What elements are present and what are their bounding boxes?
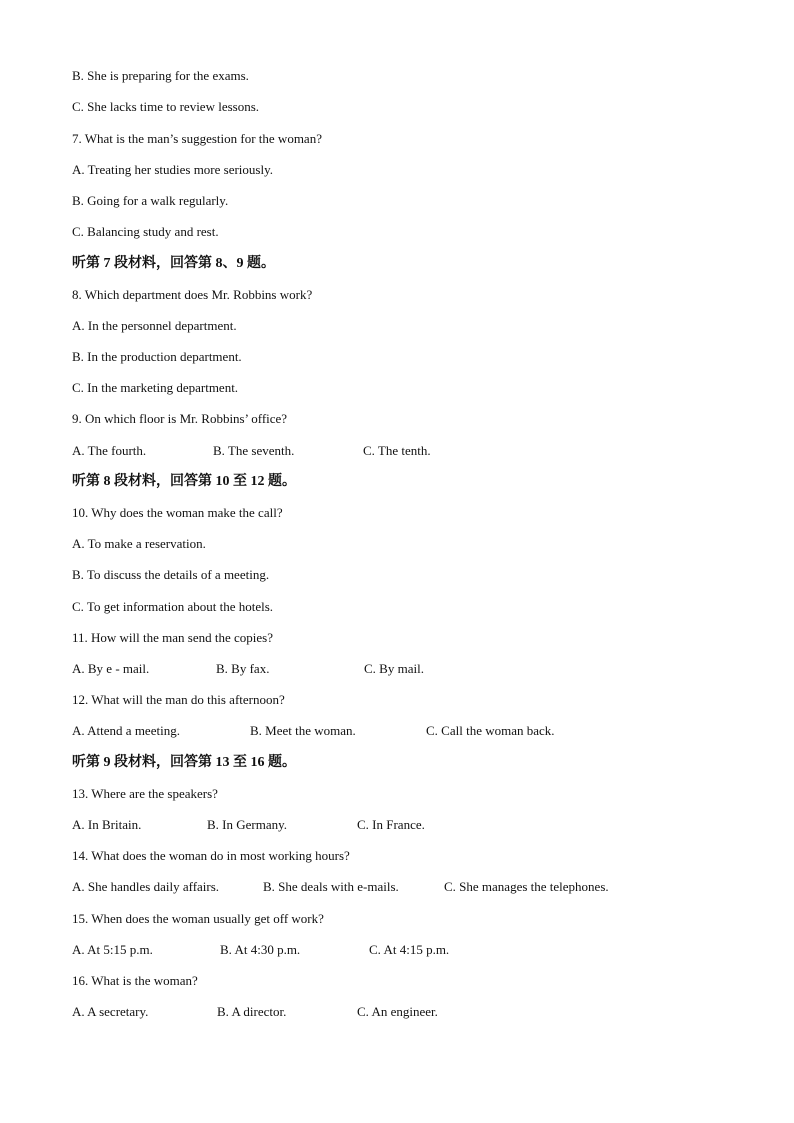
question-16: 16. What is the woman? xyxy=(72,973,198,988)
question-14: 14. What does the woman do in most working hours? xyxy=(72,848,350,863)
q10-option-b: B. To discuss the details of a meeting. xyxy=(72,567,270,582)
question-11: 11. How will the man send the copies? xyxy=(72,630,273,645)
q15-option-b: B. At 4:30 p.m. xyxy=(220,942,301,957)
q13-option-a: A. In Britain. xyxy=(72,817,142,832)
q12-option-a: A. Attend a meeting. xyxy=(72,723,180,738)
q14-option-a: A. She handles daily affairs. xyxy=(72,879,220,894)
q9-options-row xyxy=(72,443,722,459)
q12-option-c: C. Call the woman back. xyxy=(426,723,555,738)
section-heading-7: 听第 7 段材料，回答第 8、9 题。 xyxy=(72,256,275,271)
q11-option-c: C. By mail. xyxy=(364,661,424,676)
q12-options-row xyxy=(72,723,722,739)
q13-option-b: B. In Germany. xyxy=(207,817,288,832)
q6-option-b: B. She is preparing for the exams. xyxy=(72,68,249,83)
q9-option-b: B. The seventh. xyxy=(213,443,295,458)
question-13: 13. Where are the speakers? xyxy=(72,786,218,801)
q14-option-b: B. She deals with e-mails. xyxy=(263,879,399,894)
q10-option-c: C. To get information about the hotels. xyxy=(72,599,274,614)
question-12: 12. What will the man do this afternoon? xyxy=(72,692,285,707)
question-8: 8. Which department does Mr. Robbins work? xyxy=(72,287,313,302)
q13-option-c: C. In France. xyxy=(357,817,425,832)
question-9: 9. On which floor is Mr. Robbins’ office? xyxy=(72,411,288,426)
q7-option-c: C. Balancing study and rest. xyxy=(72,224,219,239)
question-15: 15. When does the woman usually get off work? xyxy=(72,911,324,926)
q7-option-b: B. Going for a walk regularly. xyxy=(72,193,229,208)
q10-option-a: A. To make a reservation. xyxy=(72,536,206,551)
section-heading-8: 听第 8 段材料，回答第 10 至 12 题。 xyxy=(72,474,296,489)
section-heading-9: 听第 9 段材料，回答第 13 至 16 题。 xyxy=(72,755,296,770)
q9-option-a: A. The fourth. xyxy=(72,443,147,458)
q8-option-a: A. In the personnel department. xyxy=(72,318,237,333)
question-7: 7. What is the man’s suggestion for the woman? xyxy=(72,131,322,146)
q15-option-a: A. At 5:15 p.m. xyxy=(72,942,153,957)
q7-option-a: A. Treating her studies more seriously. xyxy=(72,162,273,177)
q13-options-row xyxy=(72,817,722,833)
q16-options-row xyxy=(72,1004,722,1020)
q15-options-row xyxy=(72,942,722,958)
q6-option-c: C. She lacks time to review lessons. xyxy=(72,99,260,114)
q11-options-row xyxy=(72,661,722,677)
q12-option-b: B. Meet the woman. xyxy=(250,723,356,738)
q16-option-b: B. A director. xyxy=(217,1004,287,1019)
q8-option-c: C. In the marketing department. xyxy=(72,380,239,395)
q9-option-c: C. The tenth. xyxy=(363,443,431,458)
question-10: 10. Why does the woman make the call? xyxy=(72,505,283,520)
q14-option-c: C. She manages the telephones. xyxy=(444,879,609,894)
q11-option-b: B. By fax. xyxy=(216,661,270,676)
q15-option-c: C. At 4:15 p.m. xyxy=(369,942,450,957)
q8-option-b: B. In the production department. xyxy=(72,349,242,364)
q16-option-a: A. A secretary. xyxy=(72,1004,149,1019)
q11-option-a: A. By e - mail. xyxy=(72,661,150,676)
q16-option-c: C. An engineer. xyxy=(357,1004,438,1019)
q14-options-row xyxy=(72,879,722,895)
